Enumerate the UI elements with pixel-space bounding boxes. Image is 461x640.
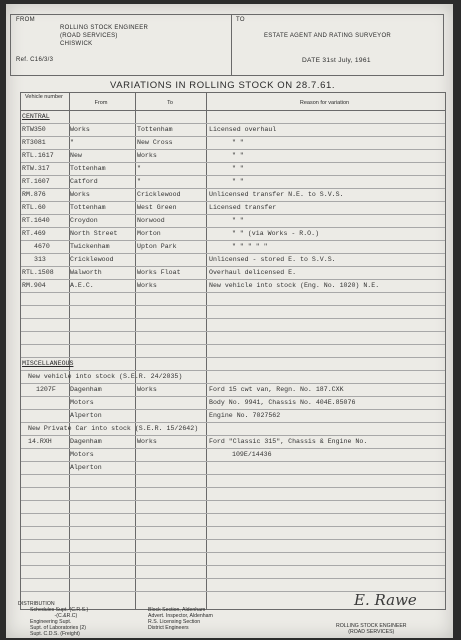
distribution-line: Supt. of Laboratories (2) xyxy=(30,625,86,631)
document-title: VARIATIONS IN ROLLING STOCK ON 28.7.61. xyxy=(110,80,336,91)
reason: " " xyxy=(232,139,244,146)
from-depot: A.E.C. xyxy=(70,282,94,289)
row-line xyxy=(21,474,445,475)
reason: " " xyxy=(232,178,244,185)
from-depot: Works xyxy=(70,191,90,198)
col-header-to: To xyxy=(167,100,173,106)
row-line xyxy=(21,344,445,345)
row-line xyxy=(21,188,445,189)
vehicle-number: RTL.1617 xyxy=(22,152,54,159)
to-depot: Norwood xyxy=(137,217,165,224)
reason: " " xyxy=(232,165,244,172)
row-line xyxy=(21,409,445,410)
col-divider-2 xyxy=(135,93,136,609)
distribution-line: Supt. C.D.S. (Freight) xyxy=(30,631,80,637)
from-line: Dagenham xyxy=(70,438,102,445)
to-depot: Morton xyxy=(137,230,161,237)
row-line xyxy=(21,201,445,202)
row-line xyxy=(21,422,445,423)
col-divider-3 xyxy=(206,93,207,609)
from-depot: Twickenham xyxy=(70,243,110,250)
from-line: Motors xyxy=(70,451,94,458)
reason-line: Ford 15 cwt van, Regn. No. 187.CXK xyxy=(209,386,344,393)
row-line xyxy=(21,396,445,397)
distribution-line: R.S. Licensing Section xyxy=(148,619,201,625)
row-line xyxy=(21,370,445,371)
reason: " " xyxy=(232,152,244,159)
section-central: CENTRAL xyxy=(22,113,50,120)
reason-line: 109E/14436 xyxy=(232,451,272,458)
row-line xyxy=(21,578,445,579)
vehicle-number: RT.1640 xyxy=(22,217,50,224)
to-depot: Cricklewood xyxy=(137,191,181,198)
row-line xyxy=(21,162,445,163)
row-line xyxy=(21,292,445,293)
distribution-list xyxy=(30,607,88,637)
from-depot: " xyxy=(70,139,74,146)
from-label: FROM xyxy=(16,17,35,23)
vehicle-number: RT.1607 xyxy=(22,178,50,185)
header-divider xyxy=(231,15,232,75)
vehicle-number: RT3081 xyxy=(22,139,46,146)
to-depot: " xyxy=(137,165,141,172)
row-line xyxy=(21,279,445,280)
to-depot: Upton Park xyxy=(137,243,177,250)
to-depot: Works xyxy=(137,282,157,289)
signer-block xyxy=(336,623,407,635)
reason-line: Engine No. 7027562 xyxy=(209,412,281,419)
row-line xyxy=(21,123,445,124)
from-line: Alperton xyxy=(70,464,102,471)
distribution-line: -(C.&R.C) xyxy=(30,613,78,619)
vehicle-number: RTW350 xyxy=(22,126,46,133)
reason: New vehicle into stock (Eng. No. 1020) N.E. xyxy=(209,282,380,289)
row-line xyxy=(21,318,445,319)
row-line xyxy=(21,448,445,449)
vehicle-number: RTL.60 xyxy=(22,204,46,211)
reason-line: Body No. 9941, Chassis No. 404E.85076 xyxy=(209,399,356,406)
row-line xyxy=(21,227,445,228)
reason: Licensed transfer xyxy=(209,204,277,211)
col-header-from: From xyxy=(94,100,108,106)
from-line: Dagenham xyxy=(70,386,102,393)
misc-heading-2: New Private Car into stock (S.E.R. 15/2642) xyxy=(28,425,199,432)
reason: Licensed overhaul xyxy=(209,126,277,133)
distribution-label: DISTRIBUTION xyxy=(18,601,55,607)
to-depot: New Cross xyxy=(137,139,173,146)
row-line xyxy=(21,513,445,514)
row-line xyxy=(21,149,445,150)
from-depot: New xyxy=(70,152,82,159)
row-line xyxy=(21,266,445,267)
distribution-line: Engineering Supt. xyxy=(30,619,72,625)
vehicle-number: 4670 xyxy=(34,243,50,250)
row-line xyxy=(21,175,445,176)
vehicle-number: 14.RXH xyxy=(28,438,52,445)
from-depot: Croydon xyxy=(70,217,98,224)
from-depot: Catford xyxy=(70,178,98,185)
ref-number: Ref. C16/3/3 xyxy=(16,57,54,63)
from-line: Alperton xyxy=(70,412,102,419)
from-depot: Walworth xyxy=(70,269,102,276)
from-depot: Works xyxy=(70,126,90,133)
from-line-1: ROLLING STOCK ENGINEER xyxy=(60,25,149,31)
header-rule xyxy=(21,110,445,111)
row-line xyxy=(21,526,445,527)
from-depot: Tottenham xyxy=(70,165,106,172)
vehicle-number: RM.904 xyxy=(22,282,46,289)
row-line xyxy=(21,214,445,215)
to-depot: Tottenham xyxy=(137,126,173,133)
section-miscellaneous: MISCELLANEOUS xyxy=(22,360,74,367)
distribution-line: Block Section, Aldenham xyxy=(148,607,206,613)
distribution-line: Schedules Supt.-(C.R.S.) xyxy=(30,607,89,613)
from-depot: Tottenham xyxy=(70,204,106,211)
row-line xyxy=(21,461,445,462)
distribution-line: Advert. Inspector, Aldenham xyxy=(148,613,213,619)
row-line xyxy=(21,331,445,332)
row-line xyxy=(21,552,445,553)
row-line xyxy=(21,487,445,488)
reason: Unlicensed transfer N.E. to S.V.S. xyxy=(209,191,344,198)
row-line xyxy=(21,305,445,306)
reason: Overhaul delicensed E. xyxy=(209,269,297,276)
vehicle-number: RM.876 xyxy=(22,191,46,198)
col-header-vehicle: Vehicle number xyxy=(25,94,63,100)
row-line xyxy=(21,539,445,540)
row-line xyxy=(21,435,445,436)
reason: " " xyxy=(232,217,244,224)
misc-heading-1: New vehicle into stock (S.E.R. 24/2035) xyxy=(28,373,183,380)
vehicle-number: RTW.317 xyxy=(22,165,50,172)
from-line: Motors xyxy=(70,399,94,406)
reason: " " " " " xyxy=(232,243,268,250)
row-line xyxy=(21,565,445,566)
to-depot: Works Float xyxy=(137,269,181,276)
row-line xyxy=(21,253,445,254)
to-label: TO xyxy=(236,17,245,23)
row-line xyxy=(21,240,445,241)
from-line-3: CHISWICK xyxy=(60,41,93,47)
reason-line: Ford "Classic 315", Chassis & Engine No. xyxy=(209,438,368,445)
row-line xyxy=(21,136,445,137)
document-sheet xyxy=(6,4,453,638)
vehicle-number: RTL.1508 xyxy=(22,269,54,276)
to-depot: Works xyxy=(137,152,157,159)
document-date: DATE 31st July, 1961 xyxy=(302,57,371,64)
reason: Unlicensed - stored E. to S.V.S. xyxy=(209,256,336,263)
distribution-line: District Engineers xyxy=(148,625,189,631)
to-depot: West Green xyxy=(137,204,177,211)
to-depot: Works xyxy=(137,438,157,445)
row-line xyxy=(21,383,445,384)
signer-line: (ROAD SERVICES) xyxy=(348,629,395,635)
row-line xyxy=(21,357,445,358)
distribution-list-2 xyxy=(148,607,213,631)
signer-line: ROLLING STOCK ENGINEER xyxy=(336,623,407,629)
vehicle-number: 1207F xyxy=(36,386,56,393)
to-depot: " xyxy=(137,178,141,185)
vehicle-number: RT.469 xyxy=(22,230,46,237)
to-depot: Works xyxy=(137,386,157,393)
from-depot: Cricklewood xyxy=(70,256,114,263)
to-line: ESTATE AGENT AND RATING SURVEYOR xyxy=(264,33,392,39)
col-header-reason: Reason for variation xyxy=(299,100,350,106)
from-depot: North Street xyxy=(70,230,118,237)
reason: " " (via Works - R.O.) xyxy=(232,230,320,237)
signature: E. Rawe xyxy=(354,591,417,609)
row-line xyxy=(21,500,445,501)
from-line-2: (ROAD SERVICES) xyxy=(60,33,118,39)
vehicle-number: 313 xyxy=(34,256,46,263)
